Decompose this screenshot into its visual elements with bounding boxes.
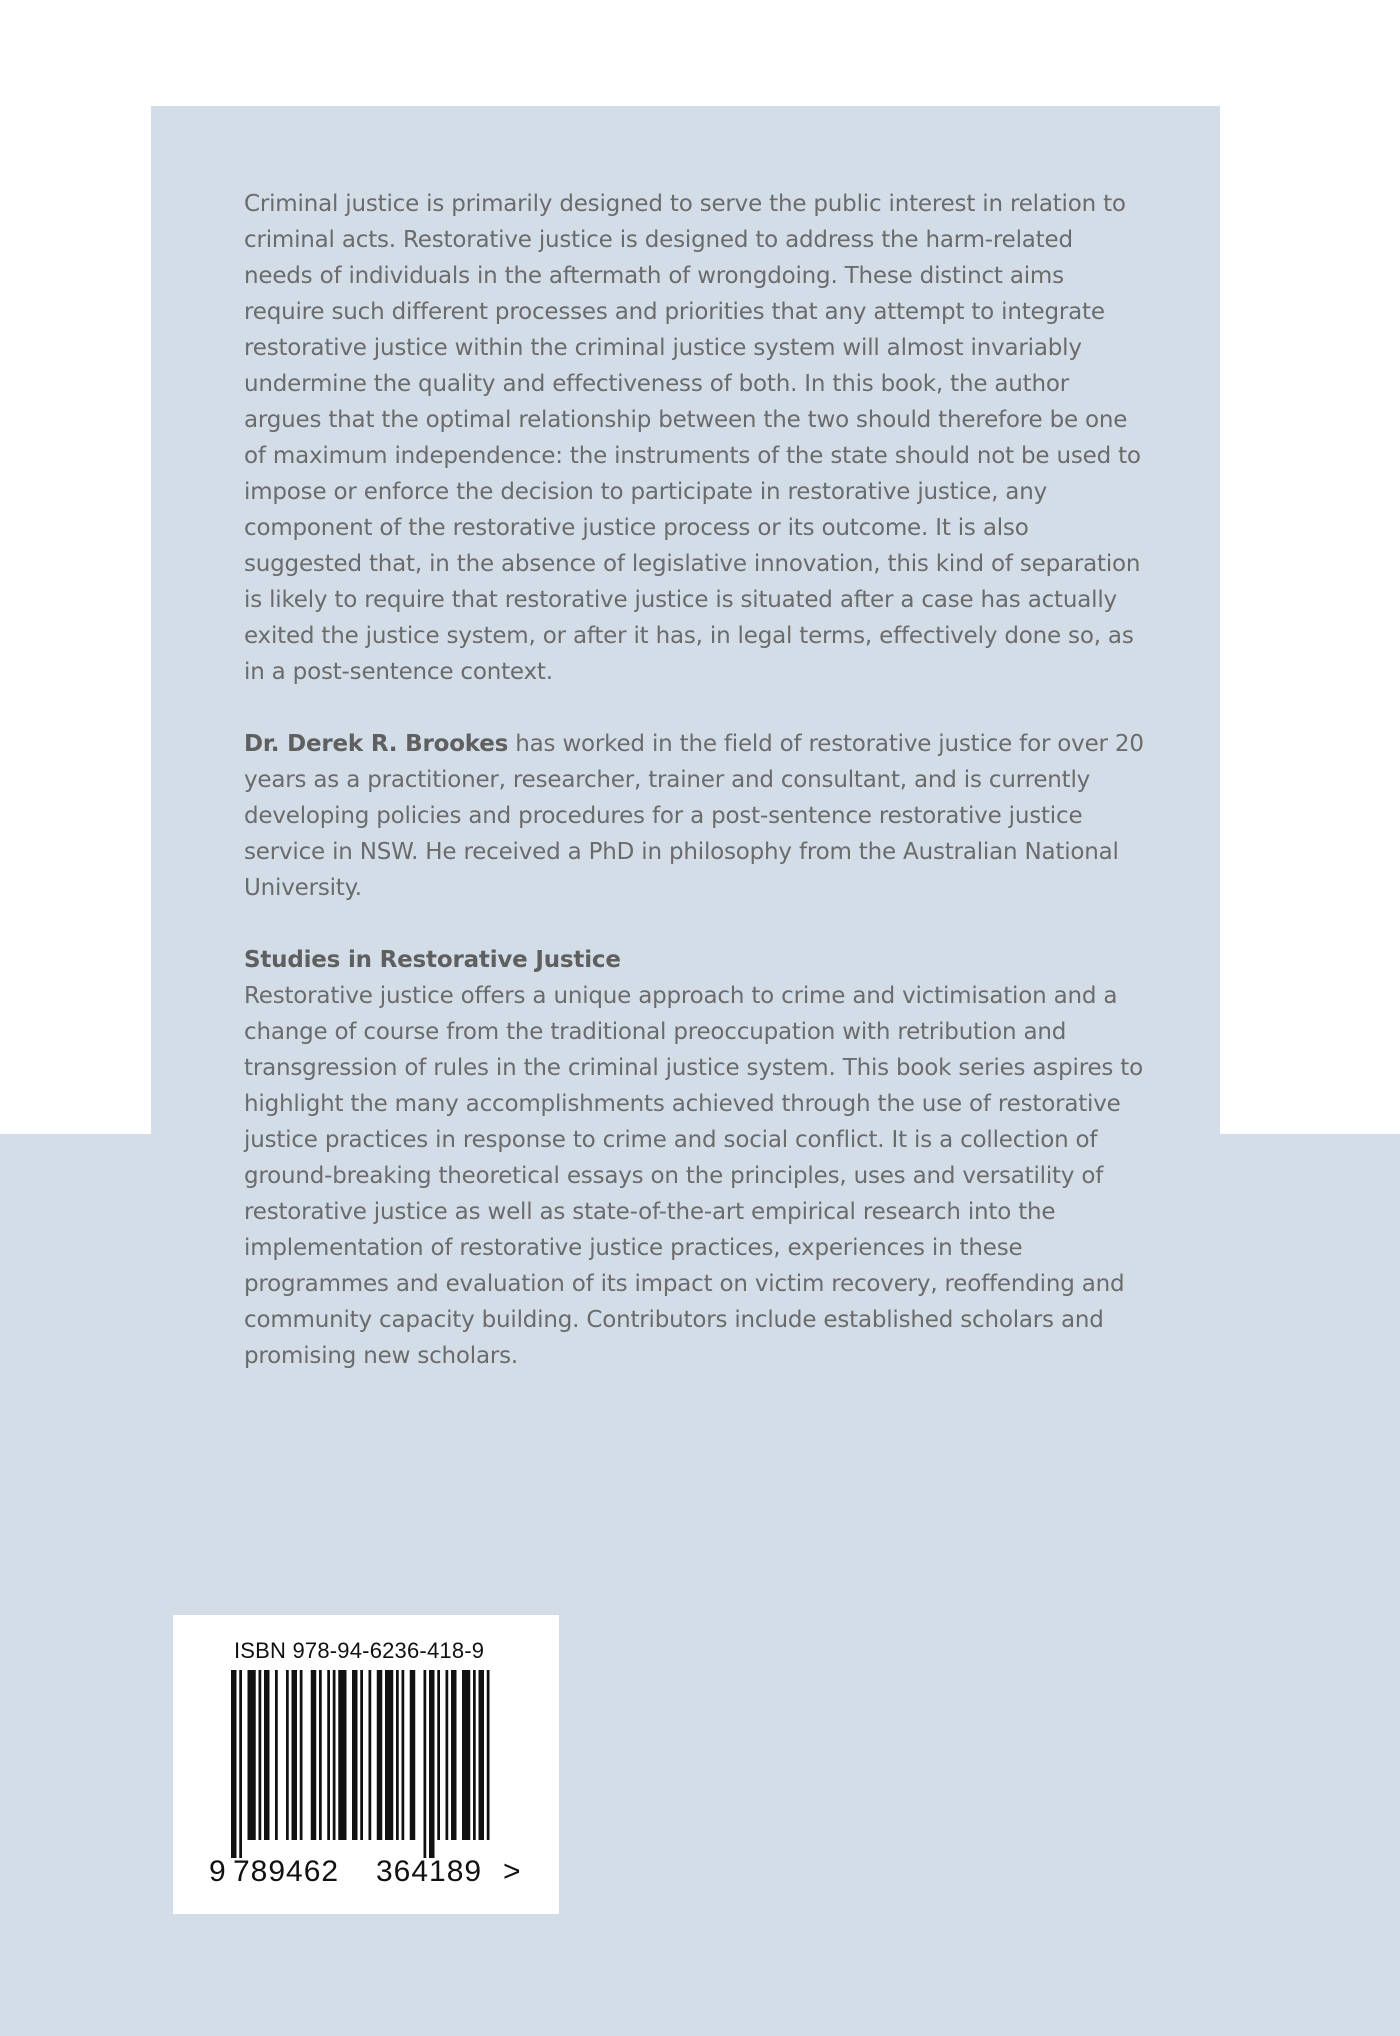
barcode-bar bbox=[377, 1670, 383, 1840]
barcode-image bbox=[173, 1615, 559, 1914]
barcode-bar bbox=[319, 1670, 322, 1840]
barcode-bar bbox=[410, 1670, 416, 1840]
barcode-bar bbox=[369, 1670, 372, 1840]
barcode-left-digits: 789462 bbox=[233, 1855, 340, 1888]
author-name: Dr. Derek R. Brookes bbox=[244, 731, 509, 757]
barcode-bar bbox=[429, 1670, 435, 1858]
back-cover-text bbox=[244, 186, 1144, 1374]
barcode-arrow: > bbox=[503, 1855, 521, 1888]
barcode-right-digits: 364189 bbox=[376, 1855, 483, 1888]
barcode-bar bbox=[300, 1670, 303, 1840]
barcode-bar bbox=[402, 1670, 405, 1840]
barcode-bars bbox=[231, 1670, 490, 1858]
barcode-bar bbox=[311, 1670, 317, 1840]
barcode-bar bbox=[385, 1670, 393, 1840]
barcode-bar bbox=[239, 1670, 242, 1858]
barcode-bar bbox=[259, 1670, 262, 1840]
barcode-bar bbox=[352, 1670, 358, 1840]
barcode-first-digit: 9 bbox=[209, 1855, 226, 1888]
barcode-bar bbox=[424, 1670, 427, 1858]
author-bio-text: has worked in the field of restorative justice for over 20 years as a practitioner, researcher, trainer and consultant, and is currently developing policies and procedures for a post-sentence restorative justice service in NSW. He received a PhD in philosophy from the Australian National University. bbox=[244, 731, 1144, 901]
book-blurb: Criminal justice is primarily designed to serve the public interest in relation to criminal acts. Restorative justice is designed to address the harm-related needs of individuals in the aftermath of wrongdoing. These distinct aims require such different processes and priorities that any attempt to integrate restorative justice within the criminal justice system will almost invariably undermine the quality and effectiveness of both. In this book, the author argues that the optimal relationship between the two should therefore be one of maximum independence: the instruments of the state should not be used to impose or enforce the decision to participate in restorative justice, any component of the restorative justice process or its outcome. It is also suggested that, in the absence of legislative innovation, this kind of separation is likely to require that restorative justice is situated after a case has actually exited the justice system, or after it has, in legal terms, effectively done so, as in a post-sentence context. bbox=[244, 191, 1141, 685]
barcode-bar bbox=[275, 1670, 278, 1840]
barcode-bar bbox=[248, 1670, 256, 1840]
barcode-bar bbox=[462, 1670, 470, 1840]
isbn-barcode bbox=[173, 1615, 559, 1914]
barcode-bar bbox=[473, 1670, 476, 1840]
barcode-bar bbox=[264, 1670, 270, 1840]
barcode-bar bbox=[396, 1670, 399, 1840]
barcode-bar bbox=[487, 1670, 490, 1840]
barcode-bar bbox=[360, 1670, 363, 1840]
author-bio bbox=[244, 726, 1144, 906]
isbn-label: ISBN 978-94-6236-418-9 bbox=[234, 1638, 485, 1663]
barcode-bar bbox=[479, 1670, 485, 1840]
barcode-bar bbox=[327, 1670, 330, 1840]
series-title: Studies in Restorative Justice bbox=[244, 947, 621, 973]
barcode-bar bbox=[292, 1670, 298, 1840]
barcode-bar bbox=[446, 1670, 449, 1840]
barcode-bar bbox=[231, 1670, 237, 1858]
barcode-bar bbox=[437, 1670, 440, 1840]
barcode-bar bbox=[338, 1670, 346, 1840]
barcode-bar bbox=[286, 1670, 289, 1840]
barcode-bar bbox=[333, 1670, 336, 1840]
series-description: Restorative justice offers a unique approach to crime and victimisation and a change of course from the traditional preoccupation with retribution and transgression of rules in the criminal justice system. This book series aspires to highlight the many accomplishments achieved through the use of restorative justice practices in response to crime and social conflict. It is a collection of ground-breaking theoretical essays on the principles, uses and versatility of restorative justice as well as state-of-the-art empirical research into the implementation of restorative justice practices, experiences in these programmes and evaluation of its impact on victim recovery, reoffending and community capacity building. Contributors include established scholars and promising new scholars. bbox=[244, 983, 1143, 1369]
barcode-bar bbox=[451, 1670, 457, 1840]
